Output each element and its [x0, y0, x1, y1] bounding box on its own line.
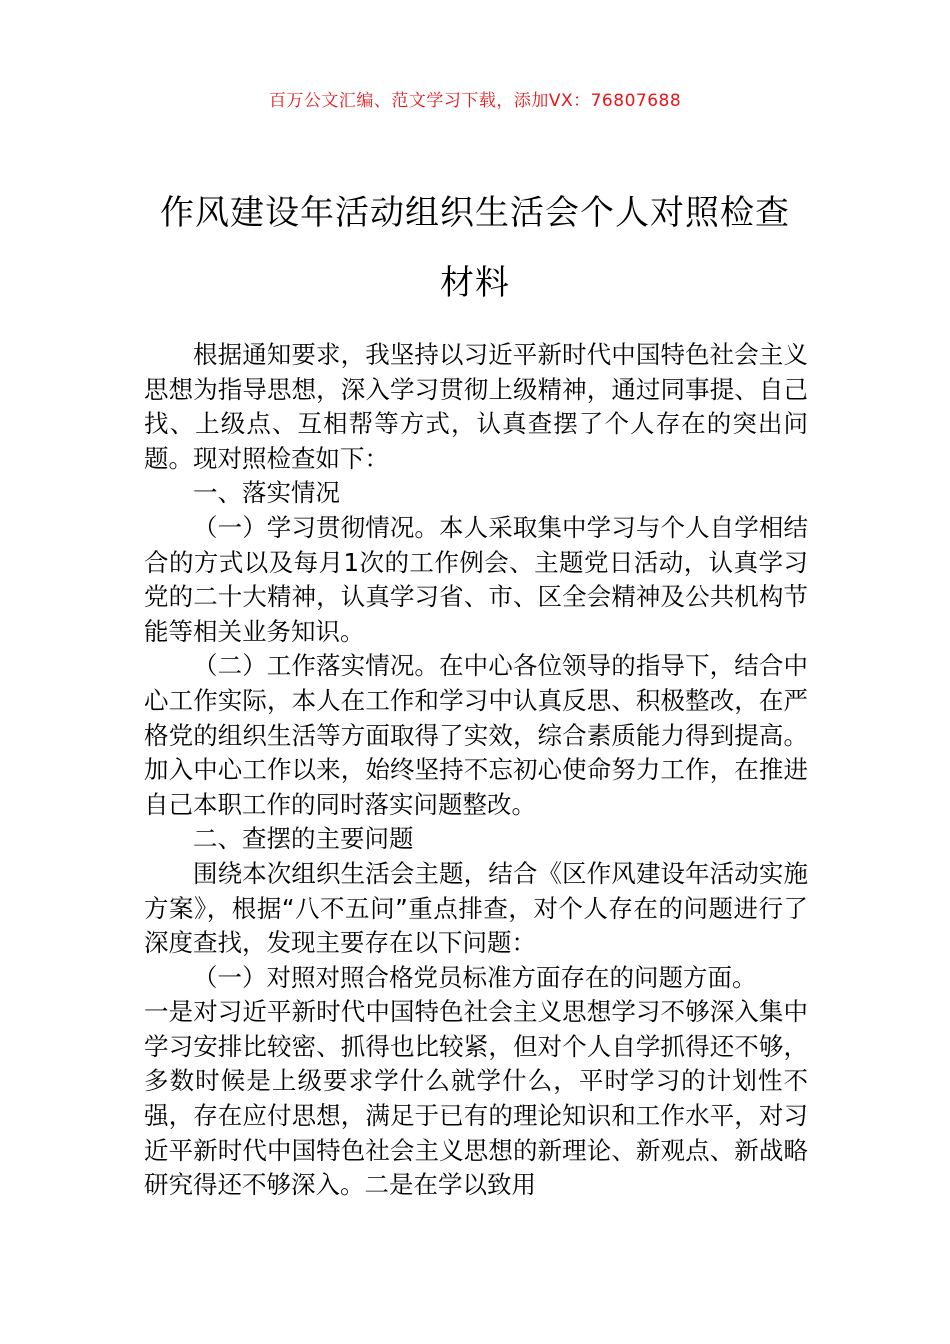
subsection-heading: （一）对照对照合格党员标准方面存在的问题方面。 — [193, 962, 757, 992]
paragraph-intro: 根据通知要求，我坚持以习近平新时代中国特色社会主义思想为指导思想，深入学习贯彻上级精神，通过同事提、自己找、上级点、互相帮等方式，认真查摆了个人存在的突出问题。现对照检查如下： — [144, 340, 808, 473]
section-heading-1: 一、落实情况 — [193, 478, 340, 508]
title-line-2: 材料 — [440, 263, 510, 303]
document-title — [140, 178, 810, 318]
paragraph-work: （二）工作落实情况。在中心各位领导的指导下，结合中心工作实际，本人在工作和学习中认真反思、积极整改，在严格党的组织生活等方面取得了实效，综合素质能力得到提高。加入中心工作以来，始终坚持不忘初心使命努力工作，在推进自己本职工作的同时落实问题整改。 — [144, 651, 808, 819]
document-body — [144, 338, 808, 1203]
section-heading-2: 二、查摆的主要问题 — [193, 824, 414, 854]
title-line-1: 作风建设年活动组织生活会个人对照检查 — [160, 193, 790, 233]
promo-header: 百万公文汇编、范文学习下载，添加VX：76807688 — [268, 91, 682, 111]
paragraph-study: （一）学习贯彻情况。本人采取集中学习与个人自学相结合的方式以及每月1次的工作例会、主题党日活动，认真学习党的二十大精神，认真学习省、市、区全会精神及公共机构节能等相关业务知识。 — [144, 512, 808, 646]
paragraph-issues-intro: 围绕本次组织生活会主题，结合《区作风建设年活动实施方案》，根据“八不五问”重点排查，对个人存在的问题进行了深度查找，发现主要存在以下问题： — [144, 858, 808, 958]
paragraph-issues-detail: 一是对习近平新时代中国特色社会主义思想学习不够深入集中学习安排比较密、抓得也比较紧，但对个人自学抓得还不够，多数时候是上级要求学什么就学什么，平时学习的计划性不强，存在应付思想，满足于已有的理论知识和工作水平，对习近平新时代中国特色社会主义思想的新理论、新观点、新战略研究得还不够深入。二是在学以致用 — [144, 997, 808, 1200]
